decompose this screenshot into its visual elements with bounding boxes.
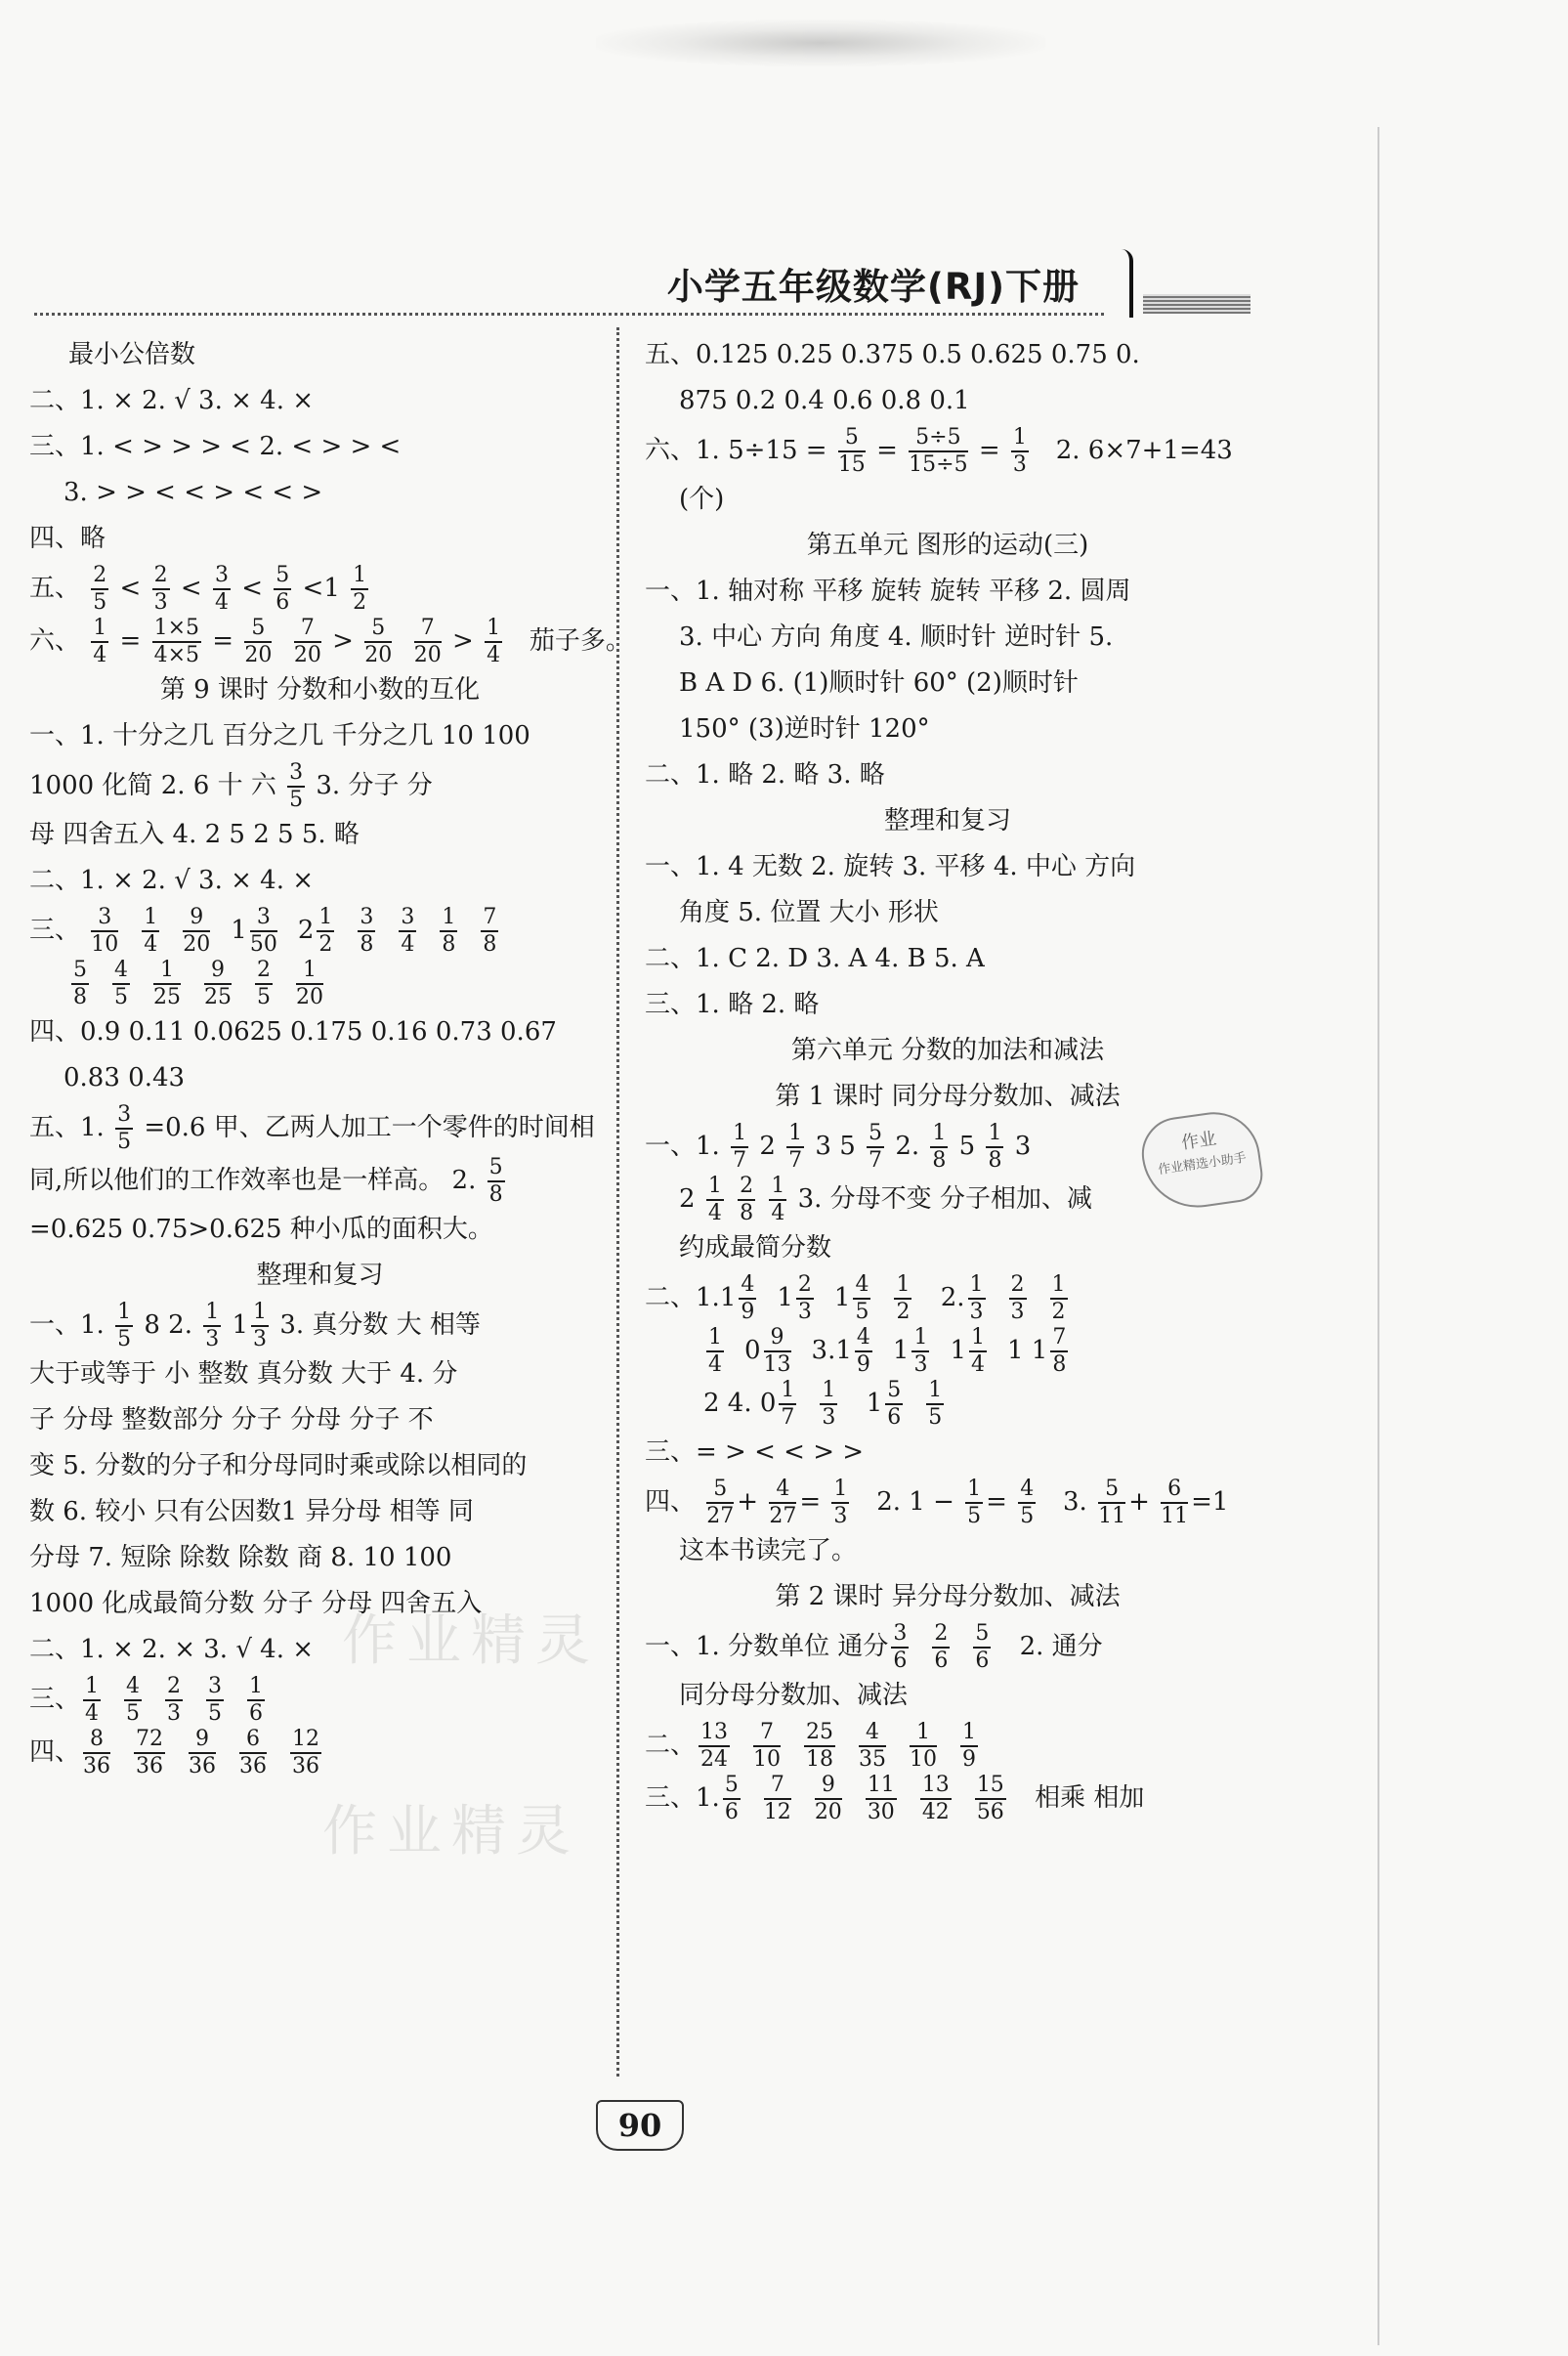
fraction: 1 $\frac{4}{5}$: [833, 1272, 869, 1324]
answer-line: 变 5. 分数的分子和分母同时乘或除以相同的: [29, 1451, 528, 1480]
fraction: $\frac{5}{8}$: [73, 958, 87, 1009]
answer-line: 二、1. × 2. × 3. √ 4. ×: [29, 1635, 315, 1664]
fraction: $\frac{1}{9}$: [962, 1720, 977, 1772]
answer-line: 0.83 0.43: [64, 1063, 186, 1092]
answer-line: 角度 5. 位置 大小 形状: [679, 898, 939, 927]
fraction: $\frac{72}{36}$: [136, 1727, 164, 1778]
fraction: $\frac{1}{7}$: [733, 1121, 747, 1173]
fraction: 1 $\frac{1}{3}$: [892, 1325, 928, 1377]
answer-line: 最小公倍数: [68, 340, 196, 369]
fraction: $\frac{1}{4}$: [707, 1174, 722, 1225]
fraction: $\frac{5}{20}$: [244, 616, 273, 667]
section-heading: 第 1 课时 同分母分数加、减法: [775, 1082, 1121, 1111]
fraction: $\frac{7}{8}$: [483, 905, 497, 957]
answer-line: 2 $\frac{1}{4}$ $\frac{2}{8}$ $\frac{1}{4}$ 3. 分母不变 分子相加、减: [679, 1174, 1092, 1225]
answer-line: 二、1. 略 2. 略 3. 略: [645, 760, 885, 790]
item-prefix: 五、: [29, 574, 81, 603]
answer-line: 1000 化简 2. 6 十 六 $\frac{3}{5}$ 3. 分子 分: [29, 760, 433, 812]
answer-line: 二、1. × 2. √ 3. × 4. ×: [29, 386, 315, 415]
answer-line: 一、1. $\frac{1}{5}$ 8 2. $\frac{1}{3}$ 1 $\frac{1}{3}$ 3. 真分数 大 相等: [29, 1300, 481, 1351]
answer-line: 四、 $\frac{8}{36}$ $\frac{72}{36}$ $\frac{9}{36}$ $\frac{6}{36}$ $\frac{12}{36}$: [29, 1726, 611, 1778]
fraction: $\frac{8}{36}$: [83, 1727, 111, 1778]
book-title: 小学五年级数学(RJ)下册: [666, 266, 1080, 308]
fraction: $\frac{5}{7}$: [869, 1121, 883, 1173]
fraction: $\frac{1}{4}$: [93, 616, 107, 667]
page-header: [34, 249, 1250, 327]
fraction: $\frac{1}{4}$: [771, 1174, 785, 1225]
fraction: $\frac{4}{5}$: [126, 1674, 141, 1726]
answer-line: 三、 $\frac{3}{10}$ $\frac{1}{4}$ $\frac{9}{20}$ 1 $\frac{3}{50}$ 2 $\frac{1}{2}$ $\frac{3}{8}$ $\frac{3}{4}$ $\frac{1}{8}$ $\frac{7}{8}$: [29, 904, 611, 957]
fraction: $\frac{5}{11}$: [1098, 1477, 1126, 1528]
fraction: $\frac{2}{5}$: [257, 958, 271, 1009]
header-bar: [1143, 294, 1250, 314]
fraction: $\frac{3}{10}$: [91, 905, 119, 957]
book-icon: [596, 2100, 684, 2151]
fraction: 1 $\frac{4}{9}$: [719, 1272, 755, 1324]
fraction: $\frac{2}{8}$: [740, 1174, 754, 1225]
answer-line: 3. 中心 方向 角度 4. 顺时针 逆时针 5.: [679, 622, 1114, 652]
fraction: $\frac{1}{4}$: [144, 905, 158, 957]
answer-line: 六、 $\frac{1}{4}$ = $\frac{1\times 5}{4\times 5}$ = $\frac{5}{20}$ $\frac{7}{20}$ > $\frac{5}{20}$ $\frac{7}{20}$ > $\frac{1}{4}$ 茄子多。: [29, 616, 631, 667]
answer-line: 一、1. 轴对称 平移 旋转 旋转 平移 2. 圆周: [645, 577, 1131, 606]
page-number-text: 90: [617, 2107, 662, 2144]
fraction: $\frac{1}{10}$: [910, 1720, 938, 1772]
fraction: $\frac{1}{6}$: [249, 1674, 264, 1726]
fraction: $\frac{7}{10}$: [753, 1720, 782, 1772]
fraction: $\frac{1}{5}$: [967, 1477, 982, 1528]
answer-line: 1000 化成最简分数 分子 分母 四舍五入: [29, 1589, 483, 1618]
watermark: 作业精灵: [342, 1609, 600, 1673]
fraction: $\frac{6}{36}$: [239, 1727, 268, 1778]
section-heading: 第 2 课时 异分母分数加、减法: [775, 1582, 1121, 1611]
section-heading: 整理和复习: [256, 1261, 384, 1290]
answer-line: 3. > > < < > < < >: [64, 478, 323, 507]
fraction: $\frac{1}{4}$: [85, 1674, 100, 1726]
answer-line: B A D 6. (1)顺时针 60° (2)顺时针: [679, 668, 1079, 698]
answer-line: 五、 $\frac{2}{5}$ < $\frac{2}{3}$ < $\frac{3}{4}$ < $\frac{5}{6}$ <1 $\frac{1}{2}$: [29, 563, 367, 615]
fraction: $\frac{3}{4}$: [401, 905, 415, 957]
answer-line: 五、1. $\frac{3}{5}$ =0.6 甲、乙两人加工一个零件的时间相: [29, 1102, 595, 1154]
answer-line: (个): [679, 485, 725, 514]
answer-line: 一、1. 分数单位 通分 $\frac{3}{6}$ $\frac{2}{6}$ $\frac{5}{6}$ 2. 通分: [645, 1621, 1103, 1673]
fraction: $\frac{5}{6}$: [887, 1378, 902, 1430]
answer-line: $\frac{1}{4}$ 0 $\frac{9}{13}$ 3.1 $\frac{4}{9}$ 1 $\frac{1}{3}$ 1 $\frac{1}{4}$ 1 1 $\frac{7}{8}$: [645, 1324, 1250, 1377]
fraction: 1 $\frac{4}{9}$: [835, 1325, 870, 1377]
section-heading: 第五单元 图形的运动(三): [806, 531, 1089, 560]
fraction: 1 $\frac{1}{4}$: [950, 1325, 985, 1377]
fraction: $\frac{5}{8}$: [488, 1155, 503, 1207]
fraction: $\frac{1}{5}$: [117, 1300, 132, 1351]
answer-line: 分母 7. 短除 除数 除数 商 8. 10 100: [29, 1543, 452, 1572]
answer-line: 三、= > < < > >: [645, 1437, 865, 1467]
scan-smudge: [596, 20, 1045, 66]
page-number: [596, 2096, 684, 2155]
fraction: $\frac{1}{8}$: [988, 1121, 1002, 1173]
fraction: $\frac{4}{5}$: [1020, 1477, 1035, 1528]
fraction: $\frac{1}{7}$: [781, 1378, 795, 1430]
fraction: $\frac{1}{3}$: [833, 1477, 848, 1528]
fraction: 1 $\frac{3}{50}$: [231, 905, 277, 957]
fraction: 1 1 $\frac{7}{8}$: [1007, 1325, 1067, 1377]
stamp-text: 作业: [1179, 1128, 1218, 1154]
fraction: $\frac{4}{5}$: [114, 958, 128, 1009]
answer-line: 数 6. 较小 只有公因数1 异分母 相等 同: [29, 1497, 474, 1526]
watermark: 作业精灵: [322, 1800, 580, 1863]
fraction: $\frac{1}{2}$: [353, 563, 367, 615]
fraction: $\frac{1}{3}$: [253, 1300, 268, 1351]
fraction: $\frac{7}{20}$: [293, 616, 321, 667]
answer-line: 2 4. 0 $\frac{1}{7}$ $\frac{1}{3}$ 1 $\frac{5}{6}$ $\frac{1}{5}$: [645, 1377, 1250, 1430]
answer-line: 这本书读完了。: [679, 1536, 858, 1565]
fraction: $\frac{3}{4}$: [214, 563, 229, 615]
fraction: $\frac{1}{20}$: [296, 958, 323, 1009]
fraction: $\frac{3}{5}$: [208, 1674, 223, 1726]
answer-line: 875 0.2 0.4 0.6 0.8 0.1: [679, 386, 970, 415]
fraction: $\frac{1}{2}$: [896, 1272, 911, 1324]
fraction: $\frac{12}{36}$: [292, 1727, 320, 1778]
fraction: $\frac{9}{25}$: [204, 958, 232, 1009]
header-bracket: [1122, 249, 1133, 318]
answer-line: [29, 957, 611, 1009]
fraction: 0 $\frac{9}{13}$: [744, 1325, 791, 1377]
fraction: $\frac{5}{6}$: [724, 1773, 739, 1824]
fraction: $\frac{1}{25}$: [153, 958, 181, 1009]
fraction: $\frac{9}{20}$: [183, 905, 211, 957]
fraction: $\frac{5}{6}$: [275, 563, 290, 615]
answer-line: 一、1. $\frac{1}{7}$ 2 $\frac{1}{7}$ 3 5 $\frac{5}{7}$ 2. $\frac{1}{8}$ 5 $\frac{1}{8}$ 3: [645, 1121, 1032, 1173]
fraction: $\frac{1}{2}$: [1051, 1272, 1066, 1324]
fraction: $\frac{3}{5}$: [289, 760, 304, 812]
answer-line: 一、1. 4 无数 2. 旋转 3. 平移 4. 中心 方向: [645, 852, 1136, 881]
answer-line: 三、1. 略 2. 略: [645, 990, 820, 1019]
right-column: [645, 332, 1250, 1824]
answer-line: 一、1. 十分之几 百分之几 千分之几 10 100: [29, 721, 530, 750]
fraction: $\frac{1}{7}$: [788, 1121, 803, 1173]
fraction: $\frac{13}{24}$: [700, 1720, 729, 1772]
answer-line: 二、1. × 2. √ 3. × 4. ×: [29, 866, 315, 895]
answer-line: 五、0.125 0.25 0.375 0.5 0.625 0.75 0.: [645, 340, 1140, 369]
fraction: $\frac{2}{5}$: [93, 563, 107, 615]
fraction: $\frac{2}{3}$: [1010, 1272, 1025, 1324]
fraction: $\frac{9}{36}$: [189, 1727, 217, 1778]
answer-line: 150° (3)逆时针 120°: [679, 714, 930, 744]
fraction: $\frac{2}{3}$: [153, 563, 168, 615]
answer-line: 三、1. $\frac{5}{6}$ $\frac{7}{12}$ $\frac{9}{20}$ $\frac{11}{30}$ $\frac{13}{42}$ $\frac{15}{56}$ 相乘 相加: [645, 1773, 1145, 1824]
fraction: $\frac{5}{6}$: [975, 1621, 990, 1673]
fraction: $\frac{11}{30}$: [867, 1773, 895, 1824]
answer-line: 同分母分数加、减法: [679, 1681, 909, 1710]
fraction: $\frac{1}{5}$: [928, 1378, 943, 1430]
fraction: $\frac{5}{27}$: [706, 1477, 735, 1528]
fraction: $\frac{1}{3}$: [969, 1272, 984, 1324]
page-edge-line: [1377, 127, 1379, 2345]
answer-line: =0.625 0.75>0.625 种小瓜的面积大。: [29, 1215, 493, 1244]
fraction: $\frac{9}{20}$: [814, 1773, 842, 1824]
answer-line: 四、0.9 0.11 0.0625 0.175 0.16 0.73 0.67: [29, 1017, 557, 1047]
fraction: $\frac{5\div 5}{15\div 5}$: [909, 425, 968, 477]
section-heading: 第 9 课时 分数和小数的互化: [159, 675, 481, 705]
fraction: $\frac{5}{15}$: [837, 425, 866, 477]
section-heading: 第六单元 分数的加法和减法: [790, 1036, 1105, 1065]
fraction: $\frac{3}{8}$: [360, 905, 374, 957]
fraction: $\frac{1}{3}$: [1012, 425, 1027, 477]
fraction: $\frac{5}{20}$: [364, 616, 393, 667]
fraction-list: [68, 958, 344, 1009]
fraction: $\frac{1}{3}$: [822, 1378, 836, 1430]
answer-line: 大于或等于 小 整数 真分数 大于 4. 分: [29, 1359, 458, 1389]
fraction: $\frac{2}{3}$: [167, 1674, 182, 1726]
column-divider: [616, 327, 619, 2077]
fraction: $\frac{15}{56}$: [976, 1773, 1004, 1824]
fraction: $\frac{7}{20}$: [413, 616, 442, 667]
fraction: 1 $\frac{2}{3}$: [777, 1272, 812, 1324]
answer-line: 四、略: [29, 524, 106, 553]
fraction: $\frac{3}{6}$: [893, 1621, 908, 1673]
fraction: $\frac{13}{42}$: [921, 1773, 950, 1824]
answer-line: 同,所以他们的工作效率也是一样高。 2. $\frac{5}{8}$: [29, 1155, 503, 1207]
fraction: $\frac{4}{27}$: [769, 1477, 797, 1528]
answer-line: 六、1. 5÷15 = $\frac{5}{15}$ = $\frac{5\div 5}{15\div 5}$ = $\frac{1}{3}$ 2. 6×7+1=43: [645, 425, 1233, 477]
answer-line: 约成最简分数: [679, 1233, 832, 1263]
fraction: 2 $\frac{1}{2}$: [297, 905, 333, 957]
fraction: $\frac{3}{5}$: [117, 1102, 132, 1154]
header-dotted-rule: [34, 313, 1104, 316]
fraction: $\frac{1}{4}$: [487, 616, 501, 667]
fraction: $\frac{4}{35}$: [859, 1720, 887, 1772]
answer-line: 二、1.1 $\frac{4}{9}$ 1 $\frac{2}{3}$ 1 $\frac{4}{5}$ $\frac{1}{2}$ 2. $\frac{1}{3}$ $\frac{2}{3}$ $\frac{1}{2}$: [645, 1271, 1250, 1324]
section-heading: 整理和复习: [883, 806, 1011, 835]
answer-line: 二、 $\frac{13}{24}$ $\frac{7}{10}$ $\frac{25}{18}$ $\frac{4}{35}$ $\frac{1}{10}$ $\frac{1}{9}$: [645, 1719, 1250, 1772]
stamp-text: 作业精选小助手: [1157, 1150, 1248, 1178]
fraction: $\frac{2}{6}$: [934, 1621, 949, 1673]
answer-line: 二、1. C 2. D 3. A 4. B 5. A: [645, 944, 985, 973]
fraction: $\frac{1}{8}$: [932, 1121, 947, 1173]
answer-line: 三、 $\frac{1}{4}$ $\frac{4}{5}$ $\frac{2}{3}$ $\frac{3}{5}$ $\frac{1}{6}$: [29, 1673, 611, 1726]
answer-line: 母 四舍五入 4. 2 5 2 5 5. 略: [29, 820, 360, 849]
fraction: $\frac{7}{12}$: [763, 1773, 791, 1824]
fraction: $\frac{1}{4}$: [708, 1325, 722, 1377]
answer-line: 三、1. < > > > < 2. < > > <: [29, 432, 402, 461]
fraction: $\frac{1}{8}$: [442, 905, 456, 957]
fraction: $\frac{6}{11}$: [1161, 1477, 1189, 1528]
left-column: [29, 332, 631, 1778]
fraction: $\frac{1\times 5}{4\times 5}$: [153, 616, 200, 667]
fraction: $\frac{25}{18}$: [806, 1720, 834, 1772]
fraction: $\frac{1}{3}$: [205, 1300, 220, 1351]
answer-line: 子 分母 整数部分 分子 分母 分子 不: [29, 1405, 434, 1435]
answer-line: 四、 $\frac{5}{27}$ + $\frac{4}{27}$ = $\frac{1}{3}$ 2. 1 − $\frac{1}{5}$ = $\frac{4}{5}$ 3. $\frac{5}{11}$ + $\frac{6}{11}$ =1: [645, 1477, 1229, 1528]
